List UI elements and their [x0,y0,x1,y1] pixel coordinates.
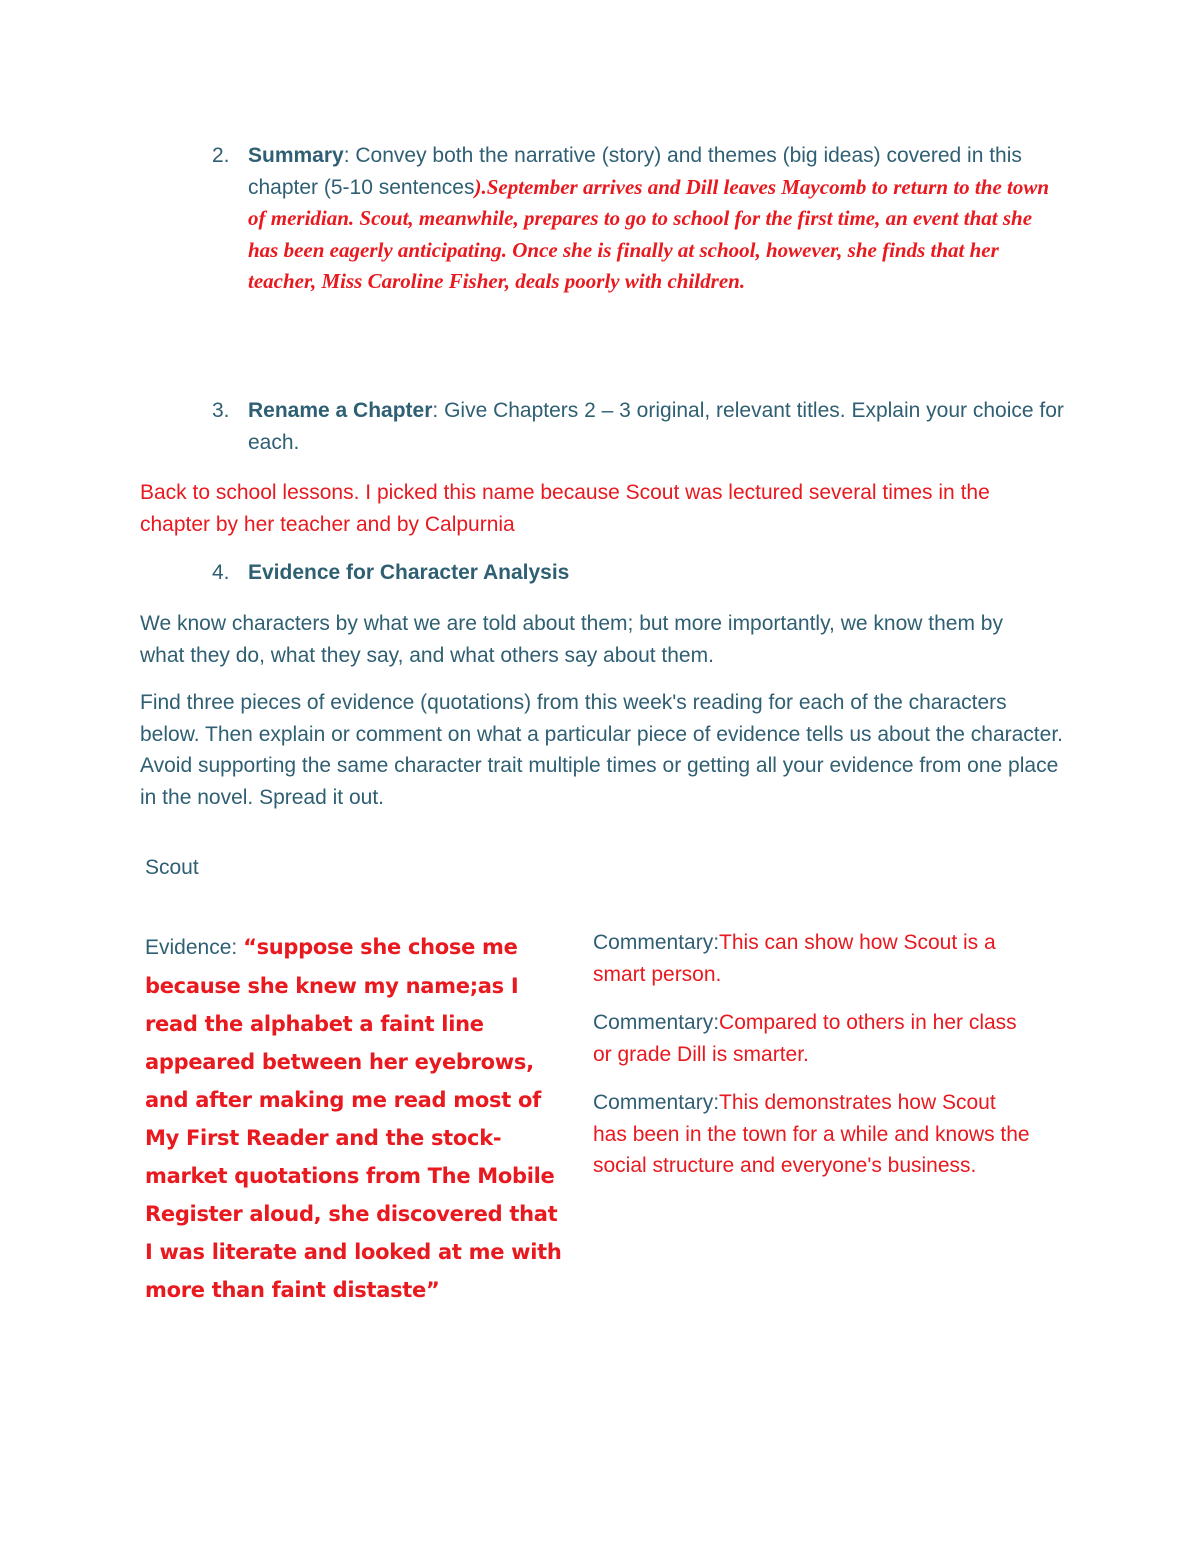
evidence-intro-2: Find three pieces of evidence (quotations) from this week's reading for each of the characters below. Then explain or comment on what a particular piece of evidence tells us about the character. Avoid supporting the same character trait multiple times or getting all your evidence from one place in the novel. Spread it out. [140,691,1063,809]
rename-block [248,395,1068,458]
evidence-label: Evidence: [145,936,244,959]
commentary-2-text: Compared to others in her class or grade Dill is smarter. [593,1011,1017,1066]
commentary-2-label: Commentary: [593,1011,720,1034]
commentary-cell [593,927,1033,1182]
rename-heading: Rename a Chapter [248,399,433,422]
commentary-3 [593,1087,1033,1182]
character-name: Scout [145,856,199,879]
commentary-1-label: Commentary: [593,931,720,954]
summary-block [248,140,1063,298]
item-4-number: 4. [212,561,230,584]
commentary-1 [593,927,1033,990]
evidence-intro-1: We know characters by what we are told about them; but more importantly, we know them by what they do, what they say, and what others say about them. [140,612,1003,667]
commentary-3-text: This demonstrates how Scout has been in the town for a while and knows the social structure and everyone's business. [593,1091,1030,1177]
commentary-2 [593,1007,1033,1070]
evidence-cell [145,928,565,1309]
item-2-number: 2. [212,144,230,167]
summary-heading: Summary [248,144,344,167]
evidence-quote: “suppose she chose me because she knew my name;as I read the alphabet a faint line appeared between her eyebrows, and after making me read most of My First Reader and the stock-market quotations from The Mobile Register aloud, she discovered that I was literate and looked at me with more than faint distaste” [145,935,562,1302]
summary-answer: ).September arrives and Dill leaves Maycomb to return to the town of meridian. Scout, meanwhile, prepares to go to school for the first time, an event that she has been eagerly anticipating. Once she is finally at school, however, she finds that her teacher, Miss Caroline Fisher, deals poorly with children. [248,174,1050,293]
rename-answer: Back to school lessons. I picked this name because Scout was lectured several times in the chapter by her teacher and by Calpurnia [140,481,990,536]
evidence-heading: Evidence for Character Analysis [248,561,570,584]
summary-instruction: : Convey both the narrative (story) and themes (big ideas) covered in this chapter (5-10 sentences [248,144,1022,199]
commentary-1-text: This can show how Scout is a smart person. [593,931,996,986]
rename-instruction: : Give Chapters 2 – 3 original, relevant titles. Explain your choice for each. [248,399,1064,454]
commentary-3-label: Commentary: [593,1091,720,1114]
item-3-number: 3. [212,399,230,422]
